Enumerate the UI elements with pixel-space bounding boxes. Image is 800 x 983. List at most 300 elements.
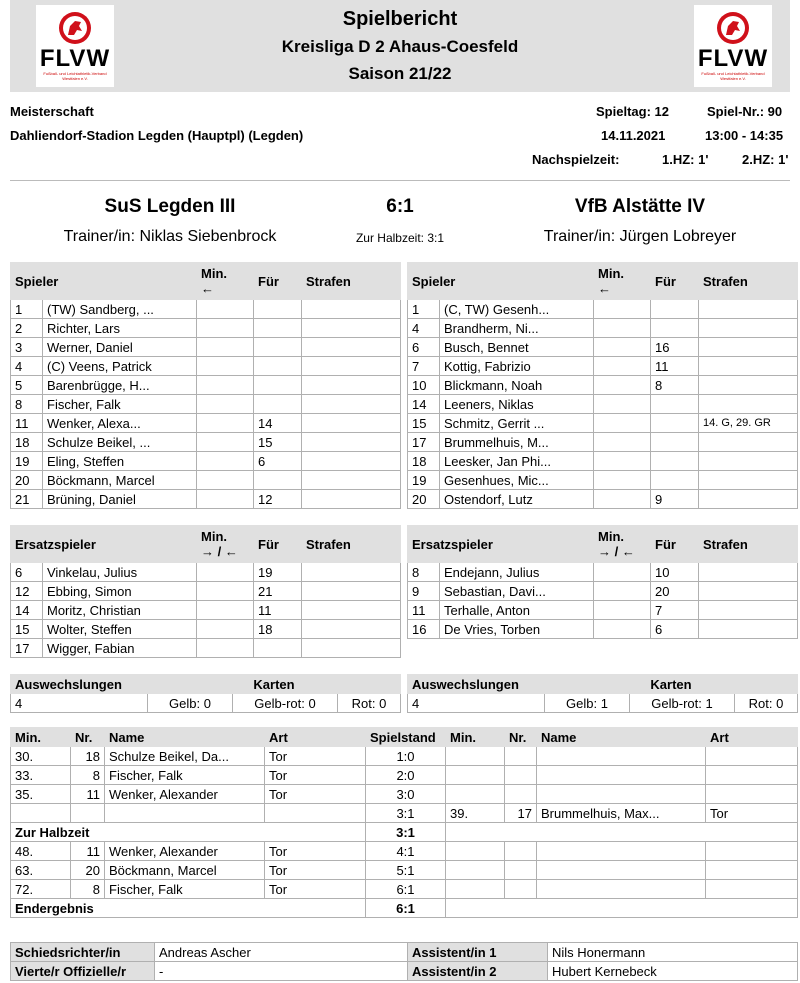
player-minute bbox=[197, 433, 254, 452]
player-number: 18 bbox=[11, 433, 43, 452]
extra-time-label: Nachspielzeit: bbox=[532, 152, 620, 167]
table-row bbox=[408, 563, 798, 582]
player-number: 18 bbox=[408, 452, 440, 471]
away-type bbox=[706, 766, 798, 785]
event-row bbox=[11, 899, 798, 918]
player-for bbox=[254, 639, 302, 658]
away-player bbox=[537, 747, 706, 766]
table-row bbox=[408, 414, 798, 433]
yellow-red-cards: Gelb-rot: 1 bbox=[630, 694, 735, 713]
player-penalties bbox=[302, 319, 401, 338]
table-row bbox=[11, 319, 401, 338]
player-number: 17 bbox=[11, 639, 43, 658]
player-header: Spieler bbox=[11, 263, 197, 300]
event-score: 3:0 bbox=[366, 785, 446, 804]
player-minute bbox=[594, 582, 651, 601]
player-for: 19 bbox=[254, 563, 302, 582]
player-number: 15 bbox=[408, 414, 440, 433]
player-for: 8 bbox=[651, 376, 699, 395]
player-number: 16 bbox=[408, 620, 440, 639]
player-penalties bbox=[699, 338, 798, 357]
extra-time-h2: 2.HZ: 1' bbox=[742, 152, 789, 167]
player-for bbox=[254, 357, 302, 376]
player-number: 6 bbox=[11, 563, 43, 582]
away-player bbox=[537, 880, 706, 899]
player-for: 14 bbox=[254, 414, 302, 433]
player-minute bbox=[197, 563, 254, 582]
table-header-row bbox=[408, 263, 798, 300]
player-minute bbox=[594, 357, 651, 376]
player-for bbox=[254, 319, 302, 338]
logo-text: FLVW bbox=[39, 45, 111, 72]
away-number-header: Nr. bbox=[505, 728, 537, 747]
player-penalties bbox=[699, 376, 798, 395]
player-minute bbox=[594, 452, 651, 471]
player-number: 8 bbox=[11, 395, 43, 414]
red-cards: Rot: 0 bbox=[735, 694, 798, 713]
player-for bbox=[254, 338, 302, 357]
player-for: 12 bbox=[254, 490, 302, 509]
table-header-row bbox=[408, 526, 798, 563]
player-penalties: 14. G, 29. GR bbox=[699, 414, 798, 433]
player-minute bbox=[197, 338, 254, 357]
away-player bbox=[537, 861, 706, 880]
player-name: Terhalle, Anton bbox=[440, 601, 594, 620]
player-for: 7 bbox=[651, 601, 699, 620]
minute-direction: → / ← bbox=[598, 544, 635, 559]
yellow-red-cards: Gelb-rot: 0 bbox=[233, 694, 338, 713]
home-number: 8 bbox=[71, 880, 105, 899]
player-penalties bbox=[302, 639, 401, 658]
subs-count: 4 bbox=[408, 694, 545, 713]
player-penalties bbox=[302, 357, 401, 376]
player-minute bbox=[594, 433, 651, 452]
for-header: Für bbox=[651, 263, 699, 300]
player-penalties bbox=[302, 433, 401, 452]
table-row bbox=[408, 471, 798, 490]
minute-header bbox=[197, 526, 254, 563]
player-name: Fischer, Falk bbox=[43, 395, 197, 414]
event-score: 6:1 bbox=[366, 899, 446, 918]
player-penalties bbox=[302, 471, 401, 490]
player-for bbox=[254, 395, 302, 414]
player-penalties bbox=[699, 620, 798, 639]
event-row bbox=[11, 785, 798, 804]
home-type: Tor bbox=[265, 842, 366, 861]
table-row bbox=[11, 357, 401, 376]
event-row bbox=[11, 823, 798, 842]
home-player: Böckmann, Marcel bbox=[105, 861, 265, 880]
table-row bbox=[408, 300, 798, 319]
player-penalties bbox=[699, 433, 798, 452]
player-minute bbox=[197, 452, 254, 471]
player-name: Werner, Daniel bbox=[43, 338, 197, 357]
table-row bbox=[408, 620, 798, 639]
cards-header: Karten bbox=[148, 675, 401, 694]
away-type bbox=[706, 747, 798, 766]
player-name: (TW) Sandberg, ... bbox=[43, 300, 197, 319]
player-minute bbox=[197, 357, 254, 376]
player-for bbox=[651, 300, 699, 319]
event-score: 2:0 bbox=[366, 766, 446, 785]
player-header: Ersatzspieler bbox=[11, 526, 197, 563]
away-player bbox=[537, 842, 706, 861]
player-name: Ostendorf, Lutz bbox=[440, 490, 594, 509]
player-for: 11 bbox=[651, 357, 699, 376]
home-minute: 72. bbox=[11, 880, 71, 899]
away-player: Brummelhuis, Max... bbox=[537, 804, 706, 823]
player-penalties bbox=[699, 319, 798, 338]
player-number: 2 bbox=[11, 319, 43, 338]
player-number: 17 bbox=[408, 433, 440, 452]
player-penalties bbox=[302, 620, 401, 639]
event-score: 3:1 bbox=[366, 804, 446, 823]
player-number: 8 bbox=[408, 563, 440, 582]
player-name: (C, TW) Gesenh... bbox=[440, 300, 594, 319]
player-number: 11 bbox=[408, 601, 440, 620]
away-number bbox=[505, 842, 537, 861]
horse-emblem-icon bbox=[716, 11, 750, 45]
player-name: De Vries, Torben bbox=[440, 620, 594, 639]
player-number: 14 bbox=[11, 601, 43, 620]
table-row bbox=[11, 452, 401, 471]
home-type bbox=[265, 804, 366, 823]
away-minute-header: Min. bbox=[446, 728, 505, 747]
player-penalties bbox=[302, 414, 401, 433]
player-number: 11 bbox=[11, 414, 43, 433]
player-number: 5 bbox=[11, 376, 43, 395]
player-penalties bbox=[302, 395, 401, 414]
extra-time-h1: 1.HZ: 1' bbox=[662, 152, 709, 167]
home-minute-header: Min. bbox=[11, 728, 71, 747]
player-name: Brandherm, Ni... bbox=[440, 319, 594, 338]
minute-header bbox=[594, 526, 651, 563]
away-number: 17 bbox=[505, 804, 537, 823]
player-penalties bbox=[302, 452, 401, 471]
player-minute bbox=[197, 639, 254, 658]
table-row bbox=[408, 357, 798, 376]
player-minute bbox=[594, 319, 651, 338]
player-for: 11 bbox=[254, 601, 302, 620]
player-penalties bbox=[699, 357, 798, 376]
home-type: Tor bbox=[265, 766, 366, 785]
home-type-header: Art bbox=[265, 728, 366, 747]
away-team: VfB Alstätte IV bbox=[574, 196, 706, 217]
for-header: Für bbox=[651, 526, 699, 563]
player-header: Spieler bbox=[408, 263, 594, 300]
player-minute bbox=[197, 395, 254, 414]
player-minute bbox=[594, 414, 651, 433]
minute-direction: → / ← bbox=[201, 544, 238, 559]
player-name: (C) Veens, Patrick bbox=[43, 357, 197, 376]
table-row bbox=[11, 395, 401, 414]
player-minute bbox=[594, 376, 651, 395]
home-minute: 35. bbox=[11, 785, 71, 804]
away-minute: 39. bbox=[446, 804, 505, 823]
player-number: 10 bbox=[408, 376, 440, 395]
player-penalties bbox=[302, 582, 401, 601]
home-type: Tor bbox=[265, 880, 366, 899]
for-header: Für bbox=[254, 263, 302, 300]
minute-label: Min. bbox=[598, 529, 624, 544]
player-for: 15 bbox=[254, 433, 302, 452]
table-row bbox=[408, 376, 798, 395]
referee-name: Andreas Ascher bbox=[155, 943, 408, 962]
player-number: 20 bbox=[11, 471, 43, 490]
table-row bbox=[11, 414, 401, 433]
player-name: Böckmann, Marcel bbox=[43, 471, 197, 490]
home-type: Tor bbox=[265, 861, 366, 880]
player-minute bbox=[594, 395, 651, 414]
event-empty bbox=[446, 899, 798, 918]
player-penalties bbox=[699, 300, 798, 319]
penalties-header: Strafen bbox=[699, 263, 798, 300]
final-score: 6:1 bbox=[386, 196, 414, 217]
player-penalties bbox=[302, 300, 401, 319]
away-minute bbox=[446, 785, 505, 804]
player-for: 16 bbox=[651, 338, 699, 357]
home-minute bbox=[11, 804, 71, 823]
player-name: Kottig, Fabrizio bbox=[440, 357, 594, 376]
away-minute bbox=[446, 842, 505, 861]
player-for bbox=[254, 471, 302, 490]
table-row bbox=[11, 376, 401, 395]
player-minute bbox=[197, 490, 254, 509]
player-for bbox=[651, 395, 699, 414]
player-minute bbox=[197, 620, 254, 639]
player-number: 21 bbox=[11, 490, 43, 509]
home-player: Fischer, Falk bbox=[105, 880, 265, 899]
table-row bbox=[11, 471, 401, 490]
minute-label: Min. bbox=[598, 266, 625, 281]
player-minute bbox=[197, 319, 254, 338]
fourth-official-label: Vierte/r Offizielle/r bbox=[11, 962, 155, 981]
event-section-label: Endergebnis bbox=[11, 899, 366, 918]
table-row bbox=[11, 601, 401, 620]
player-penalties bbox=[699, 471, 798, 490]
player-penalties bbox=[699, 582, 798, 601]
player-for: 6 bbox=[254, 452, 302, 471]
player-name: Moritz, Christian bbox=[43, 601, 197, 620]
away-number bbox=[505, 880, 537, 899]
away-minute bbox=[446, 861, 505, 880]
cards-header: Karten bbox=[545, 675, 798, 694]
table-row bbox=[11, 563, 401, 582]
player-name: Endejann, Julius bbox=[440, 563, 594, 582]
penalties-header: Strafen bbox=[699, 526, 798, 563]
yellow-cards: Gelb: 0 bbox=[148, 694, 233, 713]
event-row bbox=[11, 880, 798, 899]
table-row bbox=[11, 338, 401, 357]
away-players-table bbox=[407, 262, 798, 509]
away-subs-table bbox=[407, 525, 798, 639]
player-name: Gesenhues, Mic... bbox=[440, 471, 594, 490]
player-minute bbox=[197, 376, 254, 395]
match-date: 14.11.2021 bbox=[601, 128, 666, 143]
table-row bbox=[408, 433, 798, 452]
player-number: 4 bbox=[408, 319, 440, 338]
home-player: Wenker, Alexander bbox=[105, 785, 265, 804]
table-row bbox=[408, 395, 798, 414]
home-summary-table bbox=[10, 674, 401, 713]
player-for: 18 bbox=[254, 620, 302, 639]
player-name: Wenker, Alexa... bbox=[43, 414, 197, 433]
player-name: Eling, Steffen bbox=[43, 452, 197, 471]
home-number: 20 bbox=[71, 861, 105, 880]
table-header-row bbox=[11, 263, 401, 300]
subs-header: Auswechslungen bbox=[11, 675, 148, 694]
player-name: Wigger, Fabian bbox=[43, 639, 197, 658]
event-section-label: Zur Halbzeit bbox=[11, 823, 366, 842]
player-number: 20 bbox=[408, 490, 440, 509]
season: Saison 21/22 bbox=[348, 64, 452, 83]
away-summary-table bbox=[407, 674, 798, 713]
home-type: Tor bbox=[265, 747, 366, 766]
away-minute bbox=[446, 880, 505, 899]
table-row bbox=[408, 490, 798, 509]
table-row bbox=[11, 639, 401, 658]
matchday: Spieltag: 12 bbox=[596, 104, 669, 119]
player-name: Ebbing, Simon bbox=[43, 582, 197, 601]
event-score: 5:1 bbox=[366, 861, 446, 880]
home-type: Tor bbox=[265, 785, 366, 804]
minute-direction: ← bbox=[201, 281, 215, 296]
player-minute bbox=[594, 300, 651, 319]
yellow-cards: Gelb: 1 bbox=[545, 694, 630, 713]
player-for bbox=[254, 376, 302, 395]
home-number: 18 bbox=[71, 747, 105, 766]
away-number bbox=[505, 747, 537, 766]
home-player bbox=[105, 804, 265, 823]
score-header: Spielstand bbox=[366, 728, 446, 747]
assistant2-name: Hubert Kernebeck bbox=[548, 962, 798, 981]
table-row bbox=[408, 319, 798, 338]
away-player bbox=[537, 766, 706, 785]
away-number bbox=[505, 785, 537, 804]
away-player bbox=[537, 785, 706, 804]
player-for bbox=[651, 471, 699, 490]
player-minute bbox=[594, 601, 651, 620]
flvw-logo-right bbox=[694, 5, 772, 87]
home-trainer: Trainer/in: Niklas Siebenbrock bbox=[63, 228, 277, 245]
player-penalties bbox=[699, 452, 798, 471]
home-minute: 63. bbox=[11, 861, 71, 880]
table-row bbox=[11, 582, 401, 601]
away-type: Tor bbox=[706, 804, 798, 823]
player-number: 6 bbox=[408, 338, 440, 357]
minute-header bbox=[594, 263, 651, 300]
away-type bbox=[706, 785, 798, 804]
player-name: Schulze Beikel, ... bbox=[43, 433, 197, 452]
player-name: Leesker, Jan Phi... bbox=[440, 452, 594, 471]
away-trainer: Trainer/in: Jürgen Lobreyer bbox=[543, 228, 737, 245]
assistant2-label: Assistent/in 2 bbox=[408, 962, 548, 981]
player-for: 20 bbox=[651, 582, 699, 601]
away-type bbox=[706, 861, 798, 880]
event-row bbox=[11, 842, 798, 861]
subs-header: Auswechslungen bbox=[408, 675, 545, 694]
player-number: 19 bbox=[408, 471, 440, 490]
player-for: 6 bbox=[651, 620, 699, 639]
minute-direction: ← bbox=[598, 281, 612, 296]
fourth-official-name: - bbox=[155, 962, 408, 981]
event-score: 1:0 bbox=[366, 747, 446, 766]
referee-label: Schiedsrichter/in bbox=[11, 943, 155, 962]
player-name: Schmitz, Gerrit ... bbox=[440, 414, 594, 433]
player-header: Ersatzspieler bbox=[408, 526, 594, 563]
player-name: Blickmann, Noah bbox=[440, 376, 594, 395]
player-number: 9 bbox=[408, 582, 440, 601]
player-minute bbox=[197, 300, 254, 319]
home-number-header: Nr. bbox=[71, 728, 105, 747]
event-score: 6:1 bbox=[366, 880, 446, 899]
player-number: 1 bbox=[11, 300, 43, 319]
minute-header bbox=[197, 263, 254, 300]
player-penalties bbox=[302, 601, 401, 620]
event-row bbox=[11, 747, 798, 766]
home-minute: 33. bbox=[11, 766, 71, 785]
player-for bbox=[651, 452, 699, 471]
player-name: Wolter, Steffen bbox=[43, 620, 197, 639]
event-score: 4:1 bbox=[366, 842, 446, 861]
event-row bbox=[11, 804, 798, 823]
player-number: 1 bbox=[408, 300, 440, 319]
player-number: 15 bbox=[11, 620, 43, 639]
officials-table bbox=[10, 942, 798, 981]
home-player: Fischer, Falk bbox=[105, 766, 265, 785]
home-team: SuS Legden III bbox=[104, 196, 236, 217]
logo-subtext: Fußball- und Leichtathletik-Verband Westfalen e.V. bbox=[43, 71, 107, 81]
home-number bbox=[71, 804, 105, 823]
for-header: Für bbox=[254, 526, 302, 563]
away-number bbox=[505, 766, 537, 785]
player-number: 12 bbox=[11, 582, 43, 601]
player-number: 14 bbox=[408, 395, 440, 414]
away-minute bbox=[446, 747, 505, 766]
player-penalties bbox=[302, 563, 401, 582]
player-minute bbox=[594, 338, 651, 357]
player-for: 9 bbox=[651, 490, 699, 509]
table-header-row bbox=[11, 526, 401, 563]
player-penalties bbox=[699, 601, 798, 620]
player-name: Sebastian, Davi... bbox=[440, 582, 594, 601]
player-penalties bbox=[302, 338, 401, 357]
away-minute bbox=[446, 766, 505, 785]
event-row bbox=[11, 766, 798, 785]
divider bbox=[10, 180, 790, 181]
match-number: Spiel-Nr.: 90 bbox=[707, 104, 783, 119]
table-row bbox=[408, 452, 798, 471]
player-minute bbox=[594, 620, 651, 639]
flvw-logo-left bbox=[36, 5, 114, 87]
player-minute bbox=[594, 563, 651, 582]
league-name: Kreisliga D 2 Ahaus-Coesfeld bbox=[281, 37, 519, 56]
logo-text: FLVW bbox=[697, 45, 769, 72]
horse-emblem-icon bbox=[58, 11, 92, 45]
home-subs-table bbox=[10, 525, 401, 658]
logo-subtext: Fußball- und Leichtathletik-Verband Westfalen e.V. bbox=[701, 71, 765, 81]
player-penalties bbox=[302, 376, 401, 395]
match-events-table bbox=[10, 727, 798, 918]
player-for: 21 bbox=[254, 582, 302, 601]
match-time: 13:00 - 14:35 bbox=[705, 128, 784, 143]
player-penalties bbox=[699, 395, 798, 414]
venue: Dahliendorf-Stadion Legden (Hauptpl) (Legden) bbox=[10, 128, 304, 143]
penalties-header: Strafen bbox=[302, 263, 401, 300]
home-player: Wenker, Alexander bbox=[105, 842, 265, 861]
player-number: 7 bbox=[408, 357, 440, 376]
away-type bbox=[706, 842, 798, 861]
